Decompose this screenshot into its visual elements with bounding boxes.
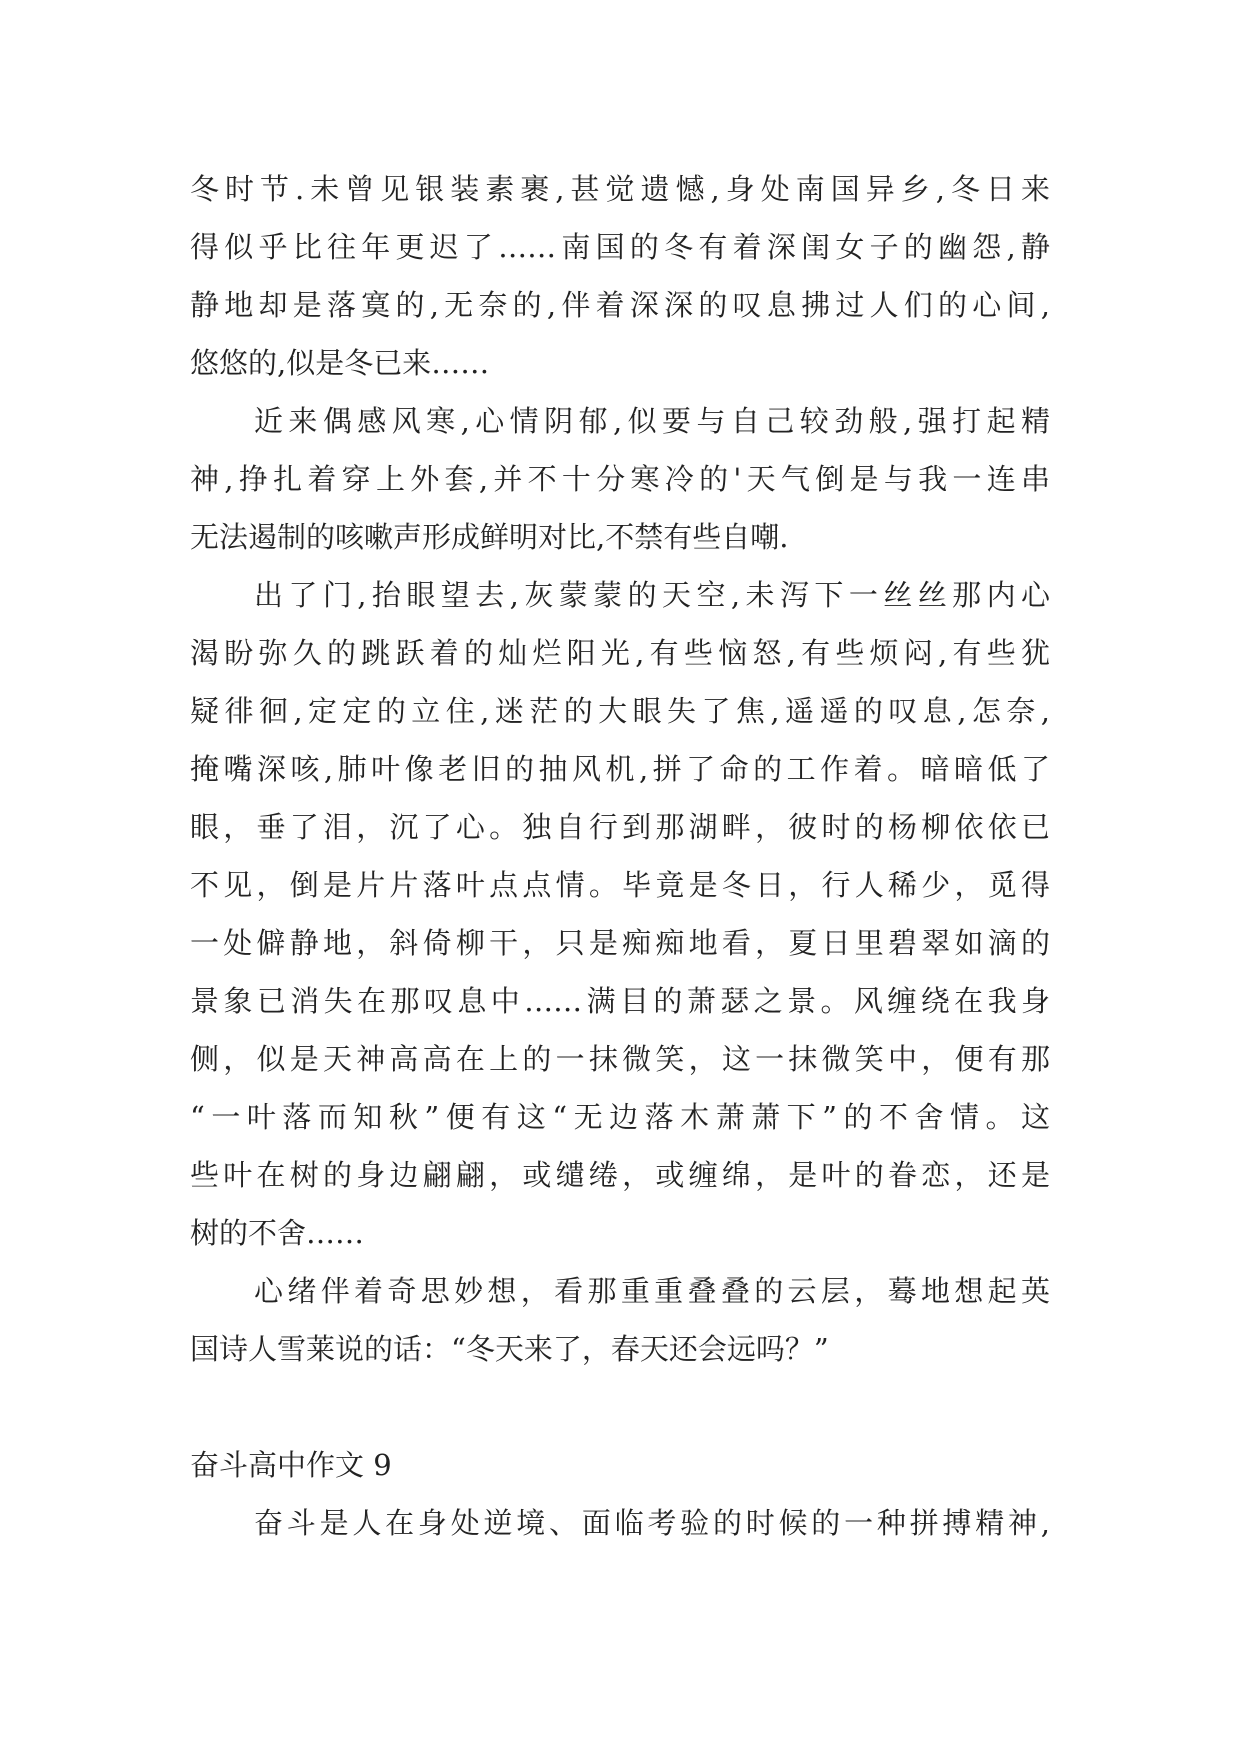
text-line: 眼，垂了泪，沉了心。独自行到那湖畔，彼时的杨柳依依已 [190, 810, 1050, 844]
text-line: 疑徘徊,定定的立住,迷茫的大眼失了焦,遥遥的叹息,怎奈, [190, 694, 1050, 728]
text-line: 出了门,抬眼望去,灰蒙蒙的天空,未泻下一丝丝那内心 [254, 578, 1050, 612]
paragraph-winter-south [190, 160, 1050, 392]
text-line: 无法遏制的咳嗽声形成鲜明对比,不禁有些自嘲. [190, 520, 789, 554]
text-line: 悠悠的,似是冬已来…… [190, 346, 490, 380]
text-line: 树的不舍…… [190, 1216, 365, 1250]
text-line: 心绪伴着奇思妙想，看那重重叠叠的云层，蓦地想起英 [254, 1274, 1050, 1308]
text-line: 神,挣扎着穿上外套,并不十分寒冷的'天气倒是与我一连串 [190, 462, 1050, 496]
text-line: 近来偶感风寒,心情阴郁,似要与自己较劲般,强打起精 [254, 404, 1050, 438]
paragraph-catching-cold [190, 392, 1050, 566]
blank-line [190, 1378, 1050, 1436]
text-line: 得似乎比往年更迟了……南国的冬有着深闺女子的幽怨,静 [190, 230, 1050, 264]
paragraph-going-out [190, 566, 1050, 1262]
text-line: 奋斗是人在身处逆境、面临考验的时候的一种拼搏精神, [254, 1506, 1050, 1540]
text-line: 冬时节.未曾见银装素裹,甚觉遗憾,身处南国异乡,冬日来 [190, 172, 1050, 206]
text-line: 些叶在树的身边翩翩，或缱绻，或缠绵，是叶的眷恋，还是 [190, 1158, 1050, 1192]
text-line: 不见，倒是片片落叶点点情。毕竟是冬日，行人稀少，觅得 [190, 868, 1050, 902]
paragraph-shelley-quote [190, 1262, 1050, 1378]
text-line: 侧，似是天神高高在上的一抹微笑，这一抹微笑中，便有那 [190, 1042, 1050, 1076]
text-line: 渴盼弥久的跳跃着的灿烂阳光,有些恼怒,有些烦闷,有些犹 [190, 636, 1050, 670]
text-line: 掩嘴深咳,肺叶像老旧的抽风机,拼了命的工作着。暗暗低了 [190, 752, 1050, 786]
text-line: 静地却是落寞的,无奈的,伴着深深的叹息拂过人们的心间, [190, 288, 1050, 322]
section-title: 奋斗高中作文 9 [190, 1448, 392, 1482]
text-line: 景象已消失在那叹息中……满目的萧瑟之景。风缠绕在我身 [190, 984, 1050, 1018]
text-line: 国诗人雪莱说的话：“冬天来了，春天还会远吗？” [190, 1332, 829, 1366]
document-body [190, 160, 1050, 1552]
text-line: “一叶落而知秋”便有这“无边落木萧萧下”的不舍情。这 [190, 1100, 1050, 1134]
text-line: 一处僻静地，斜倚柳干，只是痴痴地看，夏日里碧翠如滴的 [190, 926, 1050, 960]
paragraph-striving [190, 1494, 1050, 1552]
